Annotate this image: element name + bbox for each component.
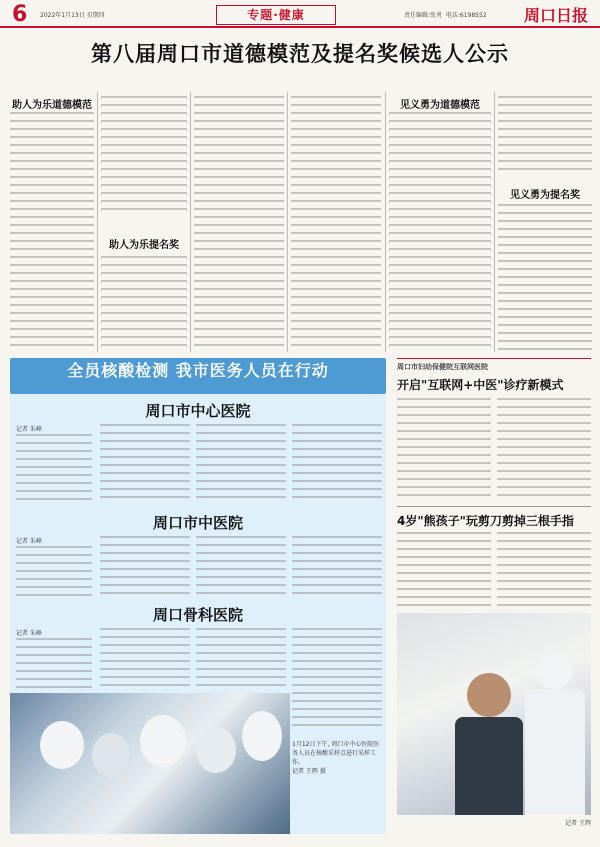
covid-sampling-photo [10,693,290,834]
editor-name: 责任编辑:张勇 [404,12,443,19]
text-column [16,546,92,596]
text-column [10,112,94,352]
caption-credit: 记者 王辉 摄 [292,768,326,775]
page-headline: 第八届周口市道德模范及提名奖候选人公示 [91,41,509,66]
text-column [292,536,382,596]
text-column [498,204,592,352]
text-column [101,256,187,352]
story-org: 周口市妇幼保健院互联网医院 [397,363,488,371]
hospital-heading-orthopedic: 周口骨科医院 [152,606,243,624]
hospital-heading-central: 周口市中心医院 [145,402,251,420]
text-column [100,424,190,504]
masthead [0,0,600,28]
text-column [196,536,286,596]
text-column [196,424,286,504]
story-title-scissors: 4岁"熊孩子"玩剪刀剪掉三根手指 [397,514,574,528]
text-column [497,398,591,502]
editor-phone: 电话:6198552 [445,12,487,19]
section-title-bravery: 见义勇为道德模范 [400,100,480,111]
editor-info [404,10,487,19]
story-title-internet-tcm: 开启"互联网+中医"诊疗新模式 [397,378,564,392]
text-column [194,96,284,352]
text-column [16,434,92,504]
section-title-bravery-nominee: 见义勇为提名奖 [510,190,580,201]
reporter-byline: 记者 朱峰 [16,426,42,433]
reporter-byline: 记者 朱峰 [16,538,42,545]
text-column [498,96,592,176]
column-name: 专题·健康 [216,5,336,25]
section-title-helping: 助人为乐道德模范 [12,100,92,111]
text-column [196,628,286,688]
issue-date: 2022年1月13日 星期四 [40,12,105,19]
text-column [497,532,591,608]
text-column [100,628,190,688]
text-column [16,638,92,688]
reporter-byline: 记者 朱峰 [16,630,42,637]
text-column [292,628,382,728]
text-column [389,112,491,352]
text-column [101,96,187,216]
text-column [291,96,381,352]
text-column [292,424,382,504]
hospital-heading-tcm: 周口市中医院 [152,514,243,532]
text-column [397,398,491,502]
photo-credit-right: 记者 王辉 [565,820,591,827]
caption-text: 1月12日下午, 周口市中心医院医务人员在核酸采样点进行采样工作。 [292,741,380,766]
section-title-helping-nominee: 助人为乐提名奖 [109,240,179,251]
text-column [100,536,190,596]
page-number: 6 [12,2,28,27]
hospital-staff-photo [397,613,591,815]
photo-caption-left [292,740,384,776]
text-column [397,532,491,608]
paper-logo: 周口日报 [524,6,589,25]
covid-banner-title: 全员核酸检测 我市医务人员在行动 [67,361,329,380]
